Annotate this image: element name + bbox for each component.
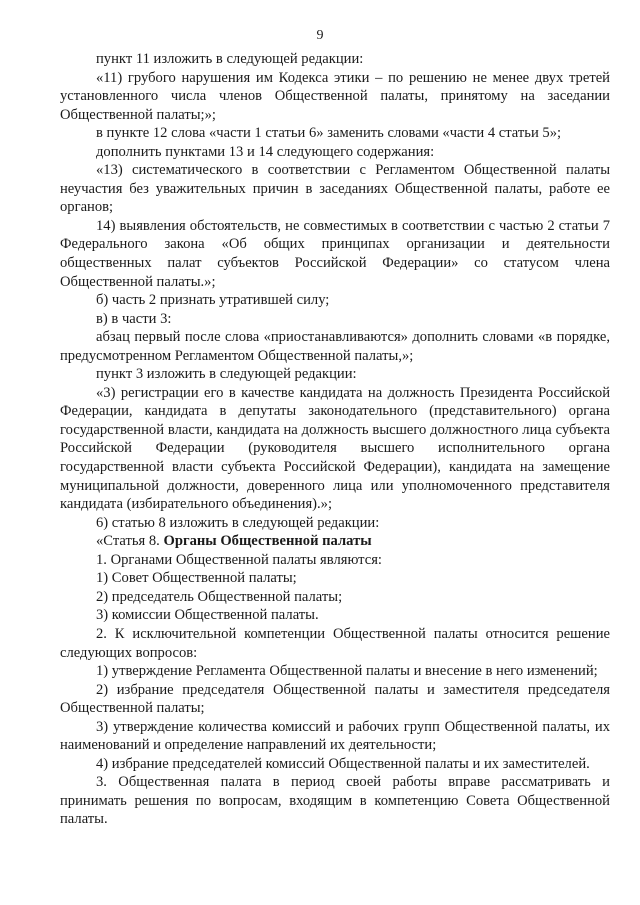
paragraph: «11) грубого нарушения им Кодекса этики – по решению не менее двух третей установленного числа членов Общественной палаты, принятому на заседании Общественной палаты;»; [60,69,610,123]
paragraph: дополнить пунктами 13 и 14 следующего содержания: [96,143,435,160]
paragraph: абзац первый после слова «приостанавливаются» дополнить словами «в порядке, предусмотренном Регламентом Общественной палаты,»; [60,329,610,364]
paragraph: 1) Совет Общественной палаты; [96,570,297,587]
paragraph: 2) избрание председателя Общественной палаты и заместителя председателя Общественной палаты; [60,681,610,717]
paragraph: в) в части 3: [96,310,172,327]
document-body [60,50,610,829]
paragraph: 2) председатель Общественной палаты; [96,588,343,605]
article-heading-prefix: «Статья 8. [96,533,164,550]
paragraph: 3) утверждение количества комиссий и рабочих групп Общественной палаты, их наименований и определение направлений их деятельности; [60,718,610,754]
article-heading [60,532,610,551]
paragraph: 3) комиссии Общественной палаты. [96,607,319,624]
paragraph: 1. Органами Общественной палаты являются: [96,551,382,568]
paragraph: 1) утверждение Регламента Общественной палаты и внесение в него изменений; [96,663,598,680]
paragraph: «13) систематического в соответствии с Регламентом Общественной палаты неучастия без уважительных причин в заседаниях Общественной палаты, работе ее органов; [60,162,610,216]
paragraph: «3) регистрации его в качестве кандидата на должность Президента Российской Федерации, кандидата в депутаты законодательного (представительного) органа государственной власти, кандидата на должность высшего должностного лица субъекта Российской Федерации (руководителя высшего исполнительного органа государственной власти субъекта Российской Федерации), кандидата на замещение муниципальной должности, доверенного лица или уполномоченного представителя кандидата (избирательного объединения).»; [60,384,610,513]
paragraph: 2. К исключительной компетенции Общественной палаты относится решение следующих вопросов: [60,625,610,661]
paragraph: б) часть 2 признать утратившей силу; [96,292,330,309]
paragraph: 4) избрание председателей комиссий Общественной палаты и их заместителей. [96,755,590,772]
page-number: 9 [316,28,324,43]
paragraph: пункт 3 изложить в следующей редакции: [96,366,357,383]
paragraph: пункт 11 изложить в следующей редакции: [96,51,364,67]
paragraph: 6) статью 8 изложить в следующей редакции: [96,514,380,531]
article-heading-title: Органы Общественной палаты [163,533,372,550]
paragraph: 3. Общественная палата в период своей работы вправе рассматривать и принимать решения по вопросам, входящим в компетенцию Совета Общественной палаты. [60,774,610,828]
paragraph: 14) выявления обстоятельств, не совместимых в соответствии с частью 2 статьи 7 Федерального закона «Об общих принципах организации и деятельности общественных палат субъектов Российской Федерации» со статусом члена Общественной палаты.»; [60,217,610,290]
paragraph: в пункте 12 слова «части 1 статьи 6» заменить словами «части 4 статьи 5»; [96,125,562,142]
